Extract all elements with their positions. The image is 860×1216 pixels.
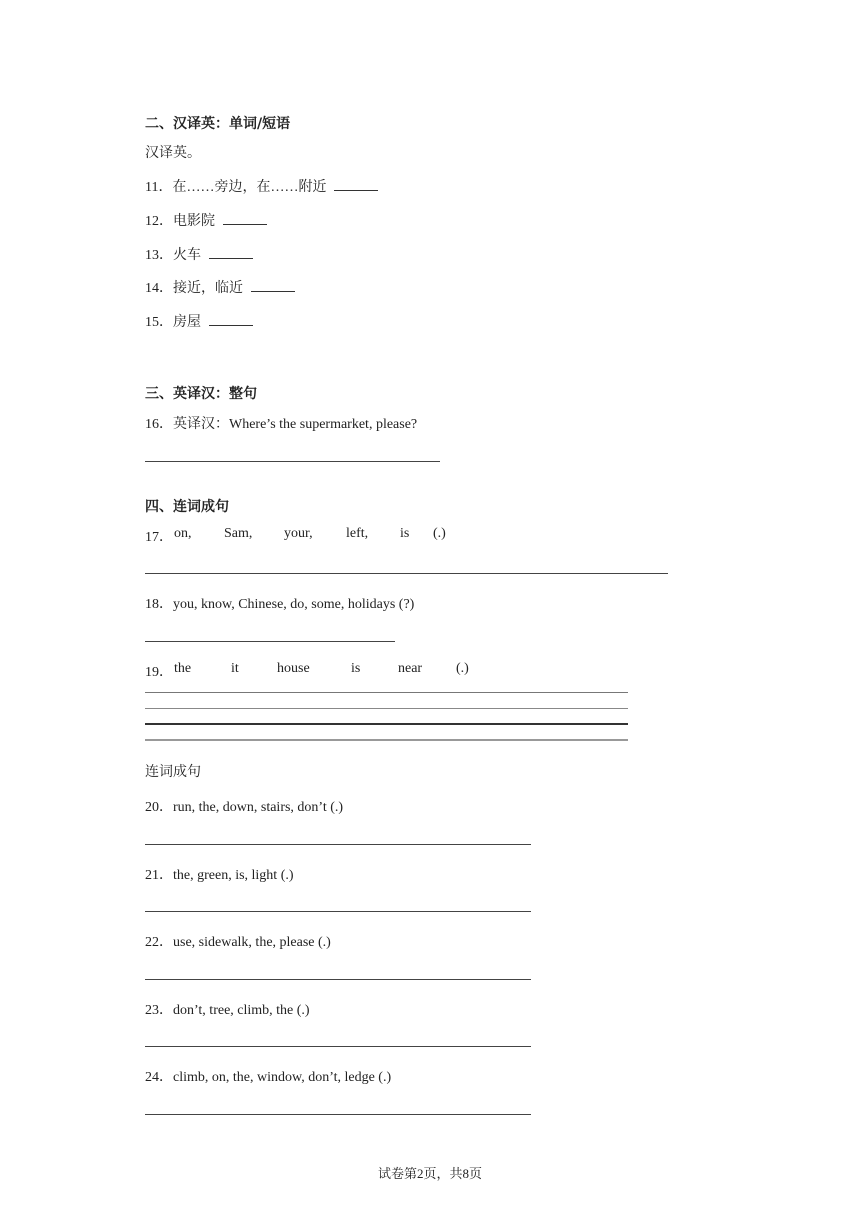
question-number: 12． (145, 214, 173, 229)
answer-blank[interactable] (251, 277, 295, 292)
question-15 (145, 311, 253, 331)
question-22 (145, 931, 331, 951)
question-17 (145, 526, 465, 544)
question-13 (145, 244, 253, 264)
question-number: 13． (145, 248, 173, 263)
question-number: 11． (145, 180, 173, 195)
answer-line-22[interactable] (145, 979, 531, 980)
answer-blank[interactable] (209, 311, 253, 326)
question-number: 20． (145, 800, 173, 815)
question-23 (145, 999, 310, 1019)
question-16 (145, 413, 417, 433)
word-token: house (277, 661, 310, 676)
question-number: 15． (145, 315, 173, 330)
word-token: Sam, (224, 526, 253, 541)
question-18 (145, 593, 414, 613)
question-text: climb, on, the, window, don’t, ledge (.) (173, 1070, 392, 1085)
word-token: it (231, 661, 239, 676)
answer-line-17[interactable] (145, 573, 668, 574)
answer-line-16[interactable] (145, 461, 440, 462)
question-19 (145, 661, 475, 679)
question-24 (145, 1066, 391, 1086)
question-text: you, know, Chinese, do, some, holidays (?) (173, 597, 415, 612)
question-text: run, the, down, stairs, don’t (.) (173, 800, 344, 815)
question-number: 22． (145, 935, 173, 950)
word-token: near (398, 661, 423, 676)
question-number: 18． (145, 597, 173, 612)
question-number: 16． (145, 417, 173, 432)
section-3-title: 三、英译汉：整句 (145, 386, 257, 402)
question-12 (145, 210, 267, 230)
answer-blank[interactable] (223, 210, 267, 225)
question-text: use, sidewalk, the, please (.) (173, 935, 331, 950)
answer-blank[interactable] (209, 244, 253, 259)
word-token: left, (346, 526, 369, 541)
section-4-title: 四、连词成句 (145, 499, 229, 515)
question-text: 英译汉：Where’s the supermarket, please? (173, 417, 418, 432)
question-number: 24． (145, 1070, 173, 1085)
section-2-title: 二、汉译英：单词/短语 (145, 116, 291, 132)
question-text: 电影院 (173, 214, 215, 229)
word-token: (.) (433, 526, 446, 541)
answer-line-20[interactable] (145, 844, 531, 845)
answer-line-18[interactable] (145, 641, 395, 642)
question-number: 23． (145, 1003, 173, 1018)
question-text: don’t, tree, climb, the (.) (173, 1003, 310, 1018)
word-token: on, (174, 526, 192, 541)
word-token: is (400, 526, 410, 541)
writing-line[interactable] (145, 723, 628, 725)
writing-line[interactable] (145, 692, 628, 693)
answer-line-24[interactable] (145, 1114, 531, 1115)
question-text: 接近，临近 (173, 281, 243, 296)
writing-line[interactable] (145, 708, 628, 709)
question-text: 房屋 (173, 315, 201, 330)
word-token: the (174, 661, 192, 676)
question-text: the, green, is, light (.) (173, 868, 294, 883)
word-token: is (351, 661, 361, 676)
section-2-instruction: 汉译英。 (145, 146, 201, 161)
word-token: (.) (456, 661, 469, 676)
answer-line-23[interactable] (145, 1046, 531, 1047)
question-14 (145, 277, 295, 297)
question-21 (145, 864, 294, 884)
question-number: 17． (145, 530, 173, 545)
section-4-subheading: 连词成句 (145, 765, 201, 780)
question-number: 21． (145, 868, 173, 883)
question-number: 19． (145, 665, 173, 680)
answer-line-21[interactable] (145, 911, 531, 912)
word-token: your, (284, 526, 313, 541)
question-11 (145, 176, 378, 196)
answer-blank[interactable] (334, 176, 378, 191)
question-text: 在……旁边，在……附近 (172, 180, 327, 195)
page-footer: 试卷第2页，共8页 (377, 1166, 482, 1181)
question-number: 14． (145, 281, 173, 296)
question-20 (145, 796, 343, 816)
writing-line[interactable] (145, 739, 628, 741)
question-text: 火车 (173, 248, 201, 263)
